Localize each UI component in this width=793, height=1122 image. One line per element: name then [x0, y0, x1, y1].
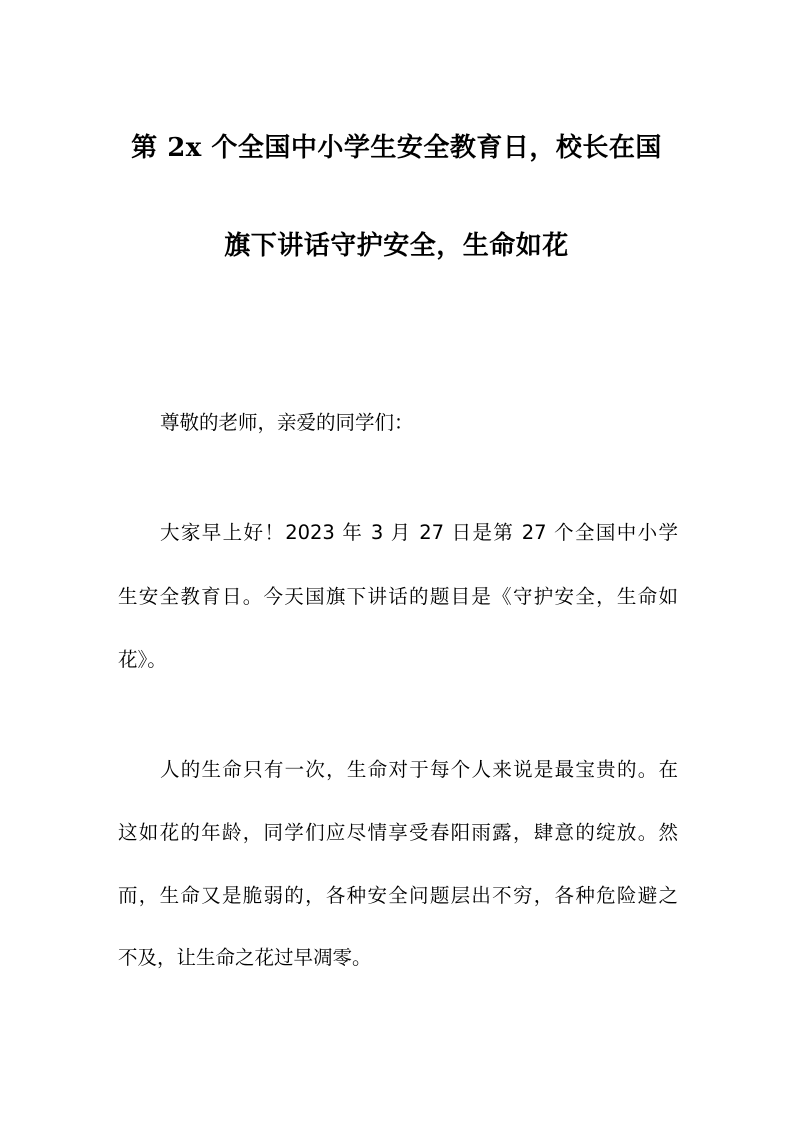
salutation: 尊敬的老师，亲爱的同学们： [160, 411, 414, 434]
paragraph-line: 不及，让生命之花过早凋零。 [118, 946, 372, 969]
paragraph-line: 这如花的年龄，同学们应尽情享受春阳雨露，肆意的绽放。然 [118, 821, 678, 844]
paragraph-line: 生安全教育日。今天国旗下讲话的题目是《守护安全，生命如 [118, 585, 678, 608]
title-suffix: 个全国中小学生安全教育日，校长在国 [201, 133, 662, 163]
document-title-line-2: 旗下讲话守护安全，生命如花 [224, 231, 569, 261]
paragraph-line: 大家早上好！2023 年 3 月 27 日是第 27 个全国中小学 [160, 521, 678, 544]
paragraph-line: 而，生命又是脆弱的，各种安全问题层出不穷，各种危险避之 [118, 884, 678, 907]
title-number: 2x [167, 133, 202, 163]
paragraph-line: 花》。 [118, 648, 167, 671]
paragraph-line: 人的生命只有一次，生命对于每个人来说是最宝贵的。在 [160, 758, 678, 781]
title-prefix: 第 [131, 133, 168, 163]
document-title-line-1 [0, 131, 793, 165]
